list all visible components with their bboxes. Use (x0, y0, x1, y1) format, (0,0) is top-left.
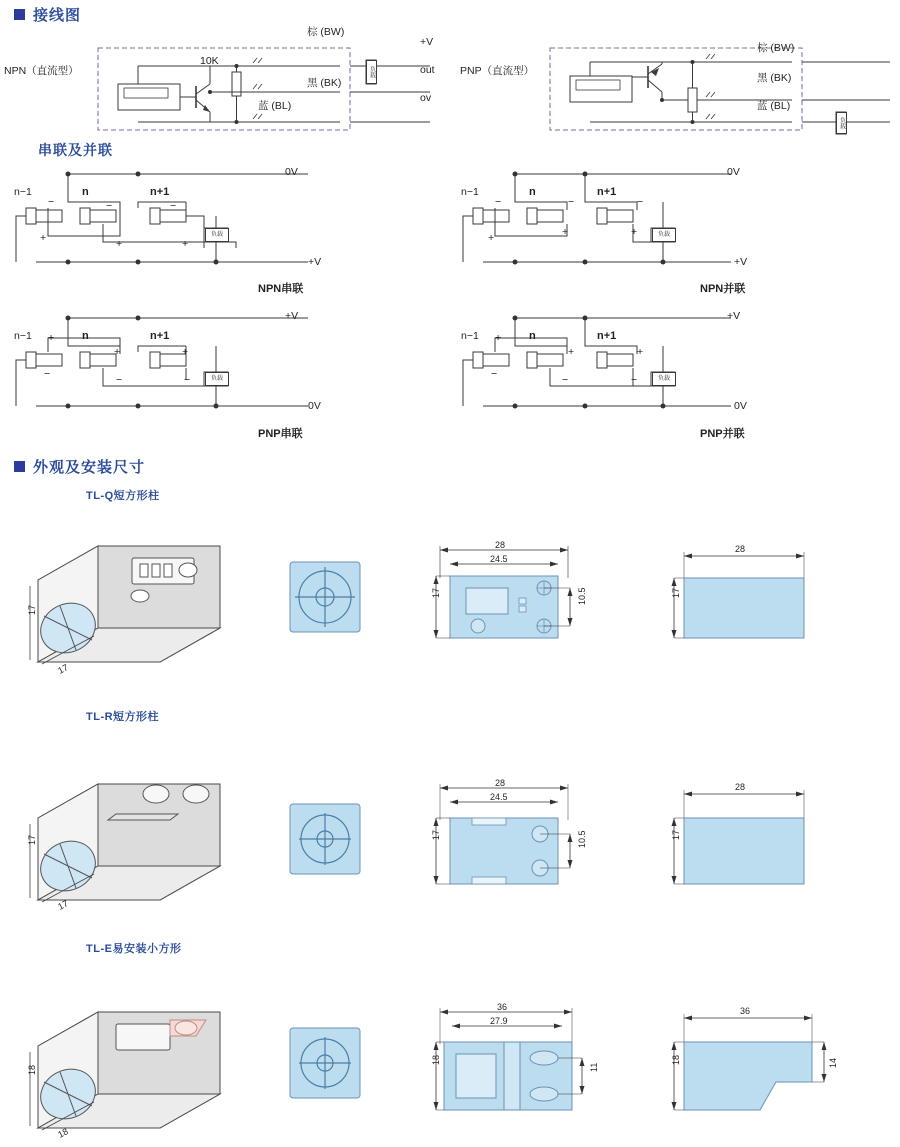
npn-series-load: 负载 (205, 228, 229, 242)
caption-pnp-parallel: PNP并联 (700, 428, 745, 440)
model-label-tl-q: TL-Q短方形柱 (86, 490, 160, 502)
npn-series-sign-bot-0: + (40, 232, 47, 244)
dim-tl-r-side-height: 17 (671, 829, 681, 840)
front-view-tl-e (420, 1000, 600, 1130)
npn-parallel-sign-bot-1: + (562, 226, 569, 238)
iso-view-tl-r (20, 750, 250, 910)
dim-tl-e-side-height: 18 (671, 1054, 681, 1065)
pnp-series-sign-bot-2: − (184, 374, 191, 386)
section-title-wiring: 接线图 (33, 7, 82, 24)
diagram-npn-parallel (455, 162, 775, 297)
front-view-tl-r (420, 776, 600, 906)
bullet-square-icon (14, 9, 25, 20)
bullet-square-icon-2 (14, 461, 25, 472)
npn-series-node-2: n+1 (150, 186, 170, 198)
dim-tl-e-side-width: 36 (740, 1006, 751, 1016)
pnp-wire-black: 黑 (BK) (757, 72, 792, 84)
pnp-series-sign-top-2: + (182, 346, 189, 358)
npn-parallel-node-0: n−1 (461, 186, 479, 198)
npn-load-label: 负载 (366, 60, 377, 84)
npn-resistor-label: 10K (200, 55, 219, 67)
pnp-series-node-2: n+1 (150, 330, 170, 342)
npn-parallel-sign-bot-2: + (631, 226, 638, 238)
npn-parallel-load: 负载 (652, 228, 676, 242)
npn-wire-blue: 蓝 (BL) (258, 100, 292, 112)
dim-tl-r-hole-spacing: 10.5 (577, 830, 587, 848)
npn-wire-brown: 棕 (BW) (307, 26, 345, 38)
dim-tl-q-hole-spacing: 10.5 (577, 587, 587, 605)
dim-tl-e-side-height2: 14 (828, 1057, 838, 1068)
dim-tl-e-height: 18 (431, 1054, 441, 1065)
pnp-type-label: PNP（直流型） (460, 65, 535, 77)
pnp-parallel-rail-top: +V (727, 310, 741, 322)
pnp-parallel-sign-bot-0: − (491, 368, 498, 380)
npn-parallel-node-2: n+1 (597, 186, 617, 198)
npn-series-sign-top-1: − (106, 200, 113, 212)
pnp-series-sign-top-0: + (48, 332, 55, 344)
side-view-tl-r (660, 776, 830, 906)
pnp-series-node-0: n−1 (14, 330, 32, 342)
front-view-tl-q (420, 538, 600, 658)
pnp-parallel-sign-top-0: + (495, 332, 502, 344)
npn-terminal-ov: ov (420, 92, 432, 104)
npn-parallel-sign-top-1: − (568, 196, 575, 208)
npn-series-rail-top: 0V (285, 166, 298, 178)
dim-tl-e-width-outer: 36 (497, 1002, 508, 1012)
pnp-series-rail-bottom: 0V (308, 400, 321, 412)
iso-view-tl-q (20, 520, 250, 670)
caption-pnp-series: PNP串联 (258, 428, 303, 440)
pnp-parallel-sign-top-1: + (568, 346, 575, 358)
pnp-parallel-sign-top-2: + (637, 346, 644, 358)
section-title-series-parallel: 串联及并联 (38, 142, 113, 158)
npn-series-sign-top-0: − (48, 196, 55, 208)
npn-parallel-rail-top: 0V (727, 166, 740, 178)
section-header-dimensions (14, 456, 145, 477)
face-view-tl-e (286, 1024, 364, 1102)
pnp-parallel-node-1: n (529, 330, 536, 342)
caption-npn-series: NPN串联 (258, 283, 304, 295)
pnp-series-load: 负载 (205, 372, 229, 386)
npn-series-sign-top-2: − (170, 200, 177, 212)
dim-tl-e-width-inner: 27.9 (490, 1016, 508, 1026)
npn-wire-black: 黑 (BK) (307, 77, 342, 89)
pnp-parallel-node-0: n−1 (461, 330, 479, 342)
dim-tl-r-side-width: 28 (735, 782, 746, 792)
pnp-series-sign-bot-1: − (116, 374, 123, 386)
npn-terminal-out: out (420, 64, 435, 76)
model-label-tl-r: TL-R短方形柱 (86, 711, 160, 723)
pnp-wire-blue: 蓝 (BL) (757, 100, 791, 112)
dim-tl-e-iso-height: 18 (27, 1064, 37, 1075)
caption-npn-parallel: NPN并联 (700, 283, 746, 295)
dim-tl-q-width-inner: 24.5 (490, 554, 508, 564)
pnp-parallel-sign-bot-1: − (562, 374, 569, 386)
pnp-series-sign-bot-0: − (44, 368, 51, 380)
dim-tl-r-height: 17 (431, 829, 441, 840)
npn-series-node-0: n−1 (14, 186, 32, 198)
dim-tl-r-iso-height: 17 (27, 834, 37, 845)
dim-tl-e-hole-spacing: 11 (589, 1062, 599, 1072)
face-view-tl-r (286, 800, 364, 878)
dim-tl-r-width-outer: 28 (495, 778, 506, 788)
npn-series-node-1: n (82, 186, 89, 198)
pnp-parallel-node-2: n+1 (597, 330, 617, 342)
dim-tl-q-side-height: 17 (671, 587, 681, 598)
npn-series-rail-bottom: +V (308, 256, 322, 268)
side-view-tl-q (660, 538, 830, 658)
npn-parallel-sign-bot-0: + (488, 232, 495, 244)
pnp-parallel-load: 负载 (652, 372, 676, 386)
section-title-dimensions: 外观及安装尺寸 (33, 459, 146, 476)
npn-parallel-sign-top-0: − (495, 196, 502, 208)
pnp-parallel-sign-bot-2: − (631, 374, 638, 386)
dim-tl-q-side-width: 28 (735, 544, 746, 554)
npn-parallel-node-1: n (529, 186, 536, 198)
npn-terminal-v: +V (420, 36, 434, 48)
pnp-load-label: 负载 (836, 112, 847, 134)
dim-tl-e-iso-depth: 18 (56, 1126, 70, 1140)
diagram-pnp-series (8, 306, 328, 436)
npn-type-label: NPN（直流型） (4, 65, 79, 77)
diagram-pnp-parallel (455, 306, 775, 436)
pnp-wire-brown: 棕 (BW) (757, 42, 795, 54)
dim-tl-q-iso-height: 17 (27, 604, 37, 615)
diagram-npn-series (8, 162, 328, 297)
dim-tl-r-iso-depth: 17 (56, 898, 70, 912)
npn-parallel-sign-top-2: − (637, 196, 644, 208)
dim-tl-q-iso-depth: 17 (56, 662, 70, 676)
pnp-parallel-rail-bottom: 0V (734, 400, 747, 412)
dim-tl-q-height: 17 (431, 587, 441, 598)
pnp-series-sign-top-1: + (114, 346, 121, 358)
iso-view-tl-e (20, 980, 250, 1140)
npn-series-sign-bot-2: + (182, 238, 189, 250)
npn-series-sign-bot-1: + (116, 238, 123, 250)
dim-tl-q-width-outer: 28 (495, 540, 506, 550)
pnp-series-rail-top: +V (285, 310, 299, 322)
npn-parallel-rail-bottom: +V (734, 256, 748, 268)
side-view-tl-e (660, 1000, 840, 1130)
model-label-tl-e: TL-E易安装小方形 (86, 943, 182, 955)
pnp-series-node-1: n (82, 330, 89, 342)
face-view-tl-q (286, 558, 364, 636)
dim-tl-r-width-inner: 24.5 (490, 792, 508, 802)
